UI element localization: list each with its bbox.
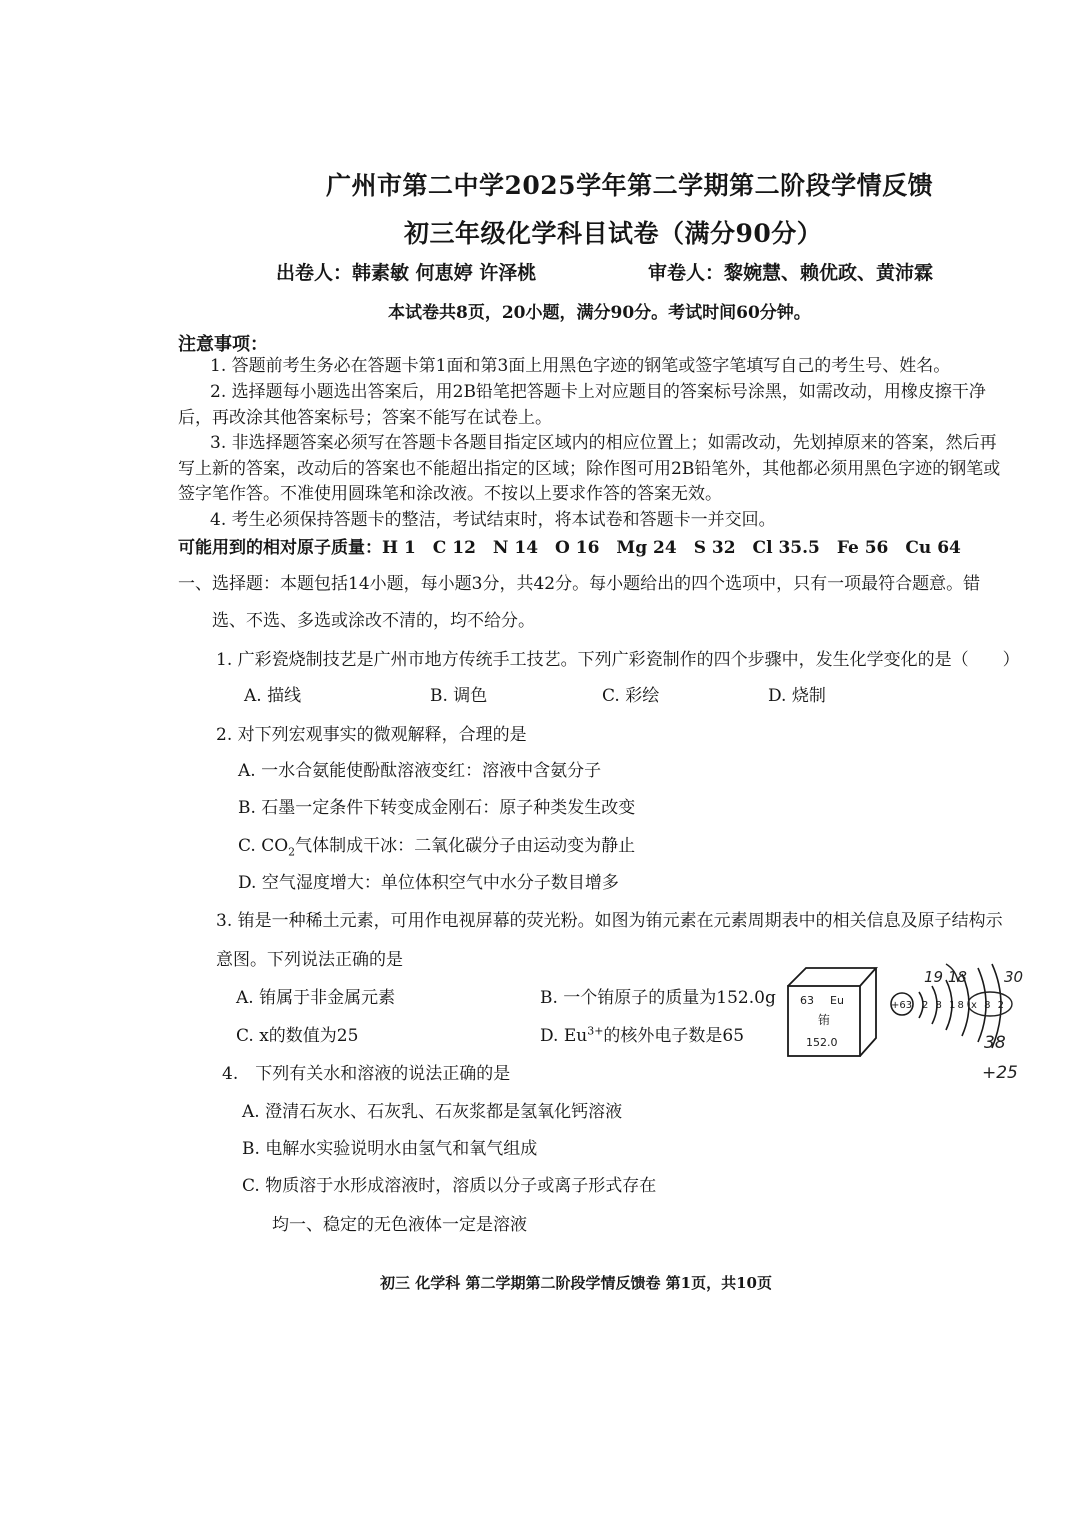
q1-option-d: D. 烧制 (768, 686, 826, 706)
notes-heading: 注意事项： (178, 334, 268, 355)
tile-element-name: 铕 (818, 1013, 831, 1027)
q3-stem-line2: 意图。下列说法正确的是 (216, 950, 403, 970)
q4-option-a: A. 澄清石灰水、石灰乳、石灰浆都是氢氧化钙溶液 (242, 1102, 623, 1122)
handwritten-note-4: +25 (982, 1063, 1018, 1083)
q3-option-d: D. $Eu^{3+}$的核外电子数是65 (540, 1024, 745, 1046)
paper-setters: 出卷人：韩素敏 何恵婷 许泽桃 (276, 262, 537, 284)
q2-option-b: B. 石墨一定条件下转变成金刚石：原子种类发生改变 (238, 798, 636, 818)
q3-stem-line1: 3. 铕是一种稀土元素，可用作电视屏幕的荧光粉。如图为铕元素在元素周期表中的相关信息及原子结构示 (216, 911, 1003, 931)
note-item-2-line2: 后，再改涂其他答案标号；答案不能写在试卷上。 (178, 408, 552, 428)
q4-option-b: B. 电解水实验说明水由氢气和氧气组成 (242, 1139, 538, 1159)
q4-option-d: 均一、稳定的无色液体一定是溶液 (272, 1215, 527, 1235)
europium-element-tile (782, 962, 882, 1062)
q1-option-a: A. 描线 (244, 686, 302, 706)
exam-title-line2: 初三年级化学科目试卷（满分90分） (404, 219, 823, 248)
handwritten-note-2: 30 (1004, 968, 1024, 986)
handwritten-note-3: 38 (984, 1033, 1006, 1053)
exam-title-line1: 广州市第二中学2025学年第二学期第二阶段学情反馈 (326, 171, 934, 200)
paper-reviewers: 审卷人：黎婉慧、赖优政、黄沛霖 (648, 262, 934, 284)
note-item-3-line1: 3. 非选择题答案必须写在答题卡各题目指定区域内的相应位置上；如需改动，先划掉原来的答案，然后再 (210, 433, 997, 453)
q2-option-d: D. 空气湿度增大：单位体积空气中水分子数目增多 (238, 873, 619, 893)
q4-stem: 4. 下列有关水和溶液的说法正确的是 (222, 1064, 511, 1084)
note-item-4: 4. 考生必须保持答题卡的整洁，考试结束时，将本试卷和答题卡一并交回。 (210, 510, 776, 530)
tile-atomic-mass: 152.0 (806, 1036, 838, 1049)
q2-option-a: A. 一水合氨能使酚酞溶液变红：溶液中含氨分子 (238, 761, 602, 781)
exam-info: 本试卷共8页，20小题，满分90分。考试时间60分钟。 (388, 303, 811, 323)
europium-atomic-structure-diagram (886, 960, 1036, 1090)
tile-side-face (860, 968, 876, 1056)
tile-top-face (788, 968, 876, 986)
q2-option-c: C. $CO_2$气体制成干冰：二氧化碳分子由运动变为静止 (238, 836, 636, 859)
q2-stem: 2. 对下列宏观事实的微观解释，合理的是 (216, 725, 527, 745)
note-item-3-line3: 签字笔作答。不准使用圆珠笔和涂改液。不按以上要求作答的答案无效。 (178, 484, 722, 504)
note-item-3-line2: 写上新的答案，改动后的答案也不能超出指定的区域；除作图可用2B铅笔外，其他都必须用黑色字迹的钢笔或 (178, 459, 1001, 479)
q3-option-b: B. 一个铕原子的质量为152.0g (540, 988, 776, 1008)
section1-heading-line2: 选、不选、多选或涂改不清的，均不给分。 (212, 611, 535, 631)
tile-symbol: Eu (830, 994, 844, 1007)
shell-electron-counts: 2 8 18 x 8 2 (922, 1000, 1006, 1011)
page-footer: 初三 化学科 第二学期第二阶段学情反馈卷 第1页，共10页 (380, 1274, 772, 1292)
handwritten-note-1: 19 18 (924, 968, 967, 986)
q3-option-a: A. 铕属于非金属元素 (236, 988, 396, 1008)
nucleus-charge: +63 (891, 1000, 913, 1011)
q1-option-c: C. 彩绘 (602, 686, 660, 706)
q1-stem: 1. 广彩瓷烧制技艺是广州市地方传统手工技艺。下列广彩瓷制作的四个步骤中，发生化学变化的是（ ） (216, 650, 1020, 670)
atomic-masses: 可能用到的相对原子质量：H 1 C 12 N 14 O 16 Mg 24 S 32 Cl 35.5 Fe 56 Cu 64 (178, 538, 961, 558)
tile-atomic-number: 63 (800, 994, 814, 1007)
q1-option-b: B. 调色 (430, 686, 488, 706)
q4-option-c: C. 物质溶于水形成溶液时，溶质以分子或离子形式存在 (242, 1176, 657, 1196)
note-item-1: 1. 答题前考生务必在答题卡第1面和第3面上用黑色字迹的钢笔或签字笔填写自己的考生号、姓名。 (210, 356, 951, 376)
section1-heading-line1: 一、选择题：本题包括14小题，每小题3分，共42分。每小题给出的四个选项中，只有一项最符合题意。错 (178, 574, 981, 594)
q3-option-c: C. x的数值为25 (236, 1026, 359, 1046)
note-item-2-line1: 2. 选择题每小题选出答案后，用2B铅笔把答题卡上对应题目的答案标号涂黑，如需改动，用橡皮擦干净 (210, 382, 986, 402)
